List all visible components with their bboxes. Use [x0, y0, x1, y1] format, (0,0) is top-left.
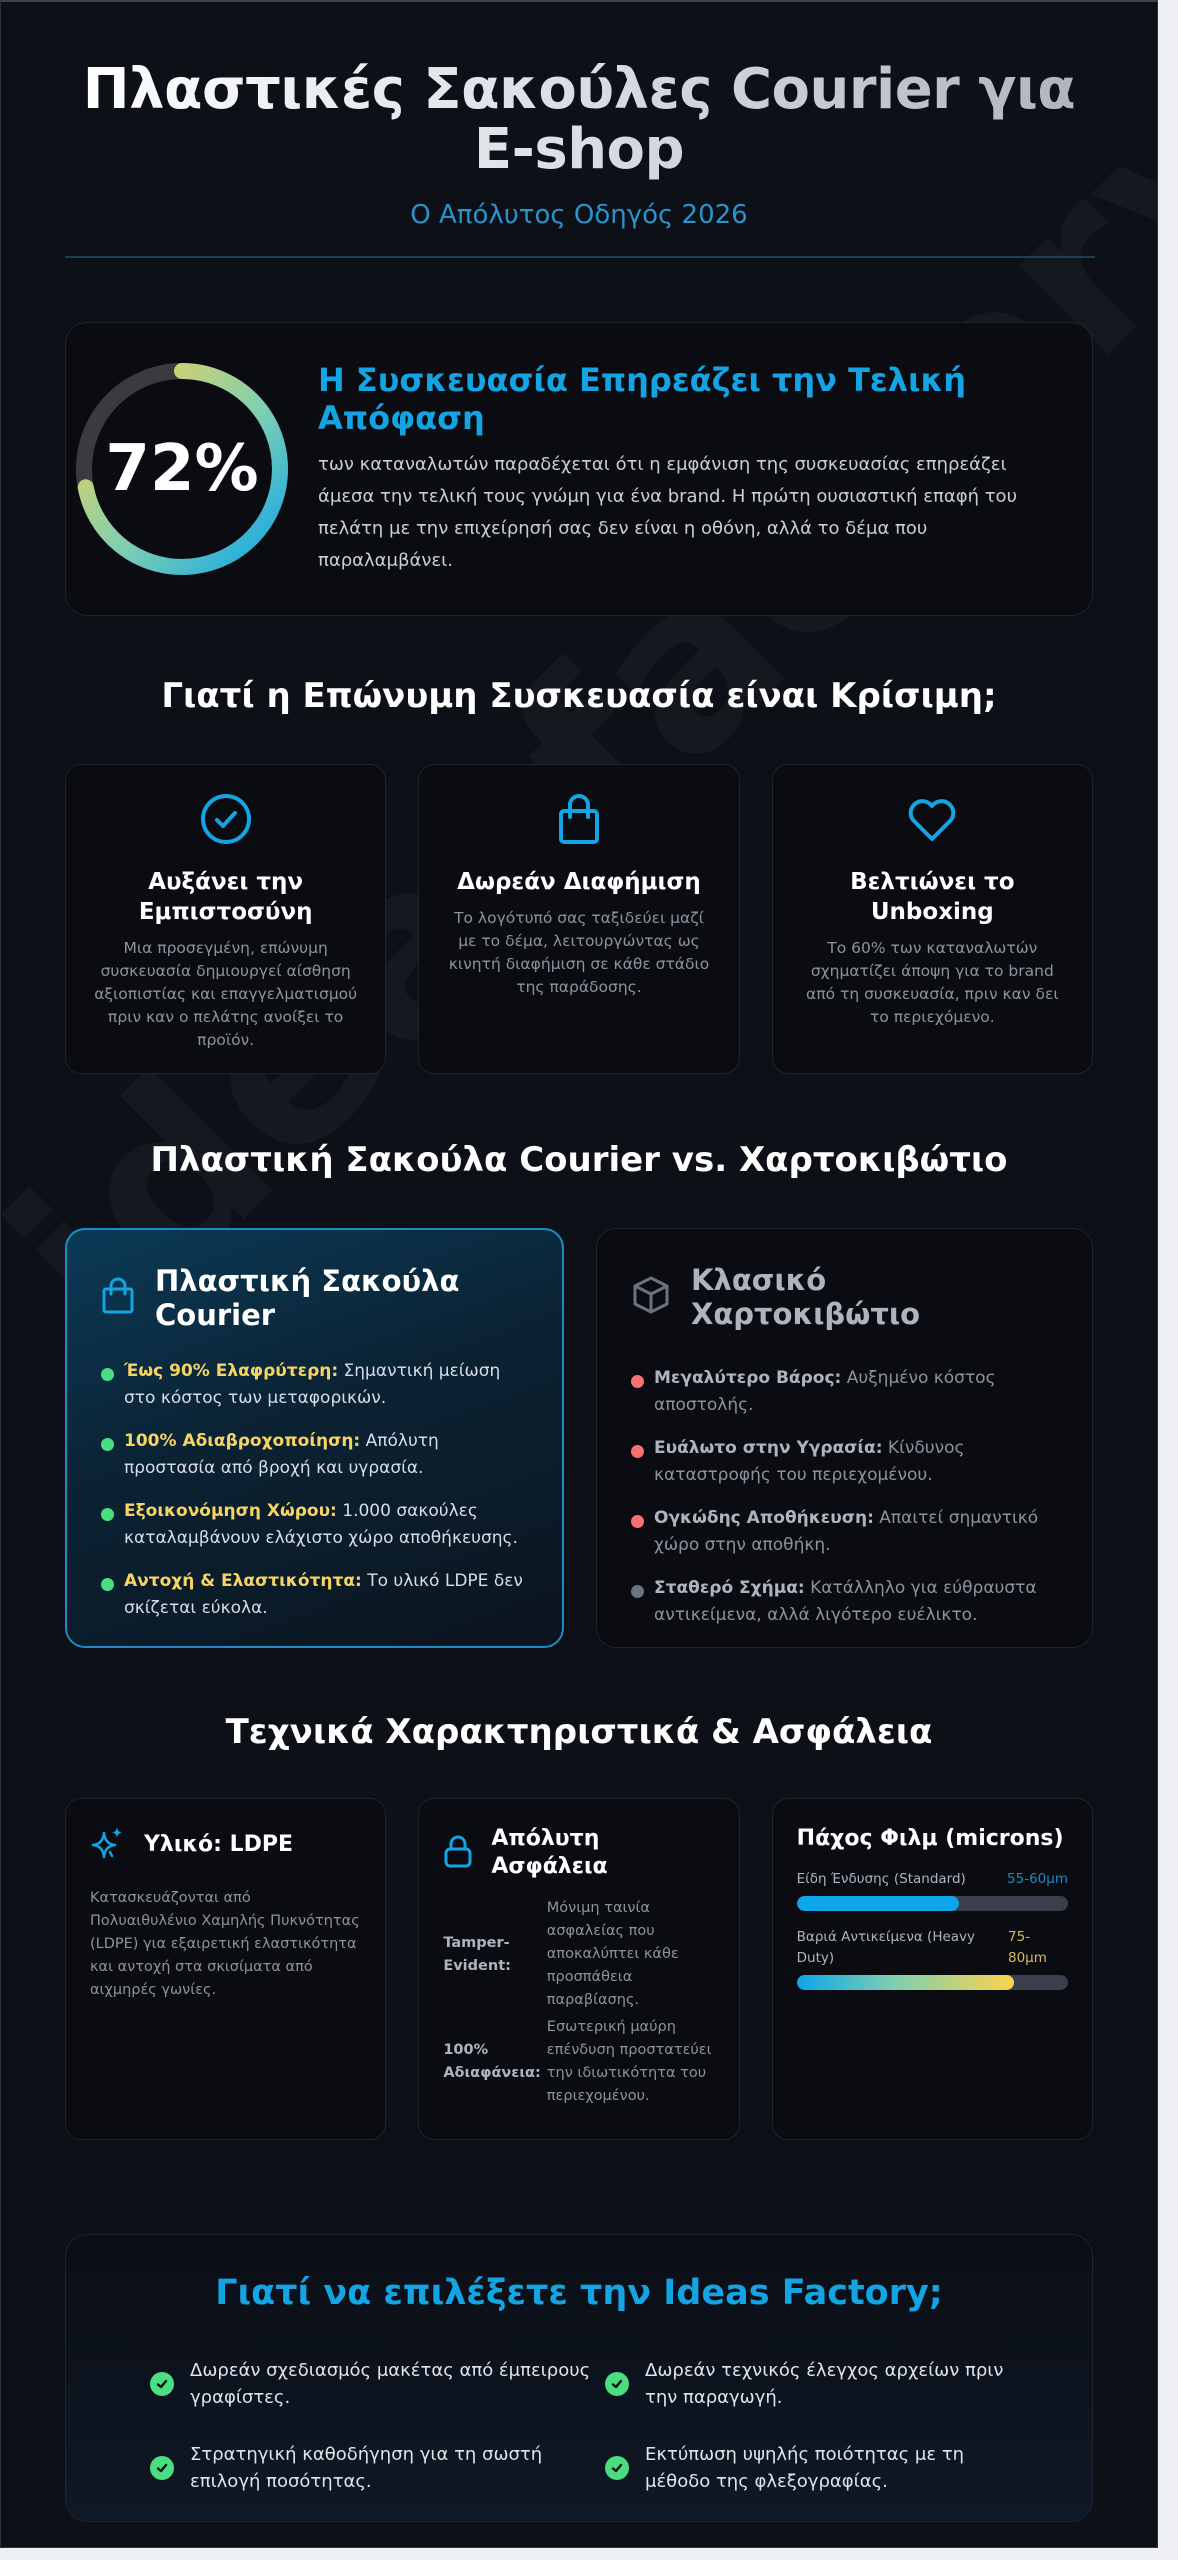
header: [65, 2, 1093, 258]
benefit-card: [418, 764, 739, 1074]
pro-item: Αντοχή & Ελαστικότητα: Το υλικό LDPE δεν σκίζεται εύκολα.: [101, 1568, 530, 1622]
stat-card: [65, 322, 1093, 616]
green-dot-icon: [101, 1368, 114, 1381]
benefit-text: Μια προσεγμένη, επώνυμη συσκευασία δημιουργεί αίσθηση αξιοπιστίας και επαγγελματισμού πριν καν ο πελάτης ανοίξει το προϊόν.: [94, 939, 358, 1049]
con-item: Ογκώδης Αποθήκευση: Απαιτεί σημαντικό χώρο στην αποθήκη.: [631, 1505, 1060, 1559]
check-icon: [605, 2456, 629, 2480]
heart-icon: [797, 791, 1068, 847]
box-icon: [631, 1275, 671, 1319]
thickness-card: [772, 1798, 1093, 2140]
why-us-item: Εκτύπωση υψηλής ποιότητας με τη μέθοδο της φλεξογραφίας.: [605, 2441, 1025, 2495]
material-title: Υλικό: LDPE: [144, 1832, 294, 1857]
security-table: [443, 1895, 714, 2110]
why-us-title: Γιατί να επιλέξετε την Ideas Factory;: [215, 2273, 943, 2313]
comparison: [65, 1228, 1093, 1648]
check-circle-icon: [90, 791, 361, 847]
material-card: [65, 1798, 386, 2140]
benefit-title: Δωρεάν Διαφήμιση: [457, 869, 701, 895]
why-us-item: Στρατηγική καθοδήγηση για τη σωστή επιλογή ποσότητας.: [150, 2441, 605, 2495]
pro-item: Έως 90% Ελαφρύτερη: Σημαντική μείωση στο κόστος των μεταφορικών.: [101, 1358, 530, 1412]
page-title: Πλαστικές Σακούλες Courier για E-shop: [65, 60, 1093, 180]
check-icon: [150, 2372, 174, 2396]
benefit-card: [65, 764, 386, 1074]
why-us-section: [65, 2234, 1093, 2522]
courier-bag-card: [65, 1228, 564, 1648]
pro-item: Εξοικονόμηση Χώρου: 1.000 σακούλες καταλαμβάνουν ελάχιστο χώρο αποθήκευσης.: [101, 1498, 530, 1552]
red-dot-icon: [631, 1375, 644, 1388]
section-title-tech: Τεχνικά Χαρακτηριστικά & Ασφάλεια: [225, 1712, 933, 1752]
con-item: Σταθερό Σχήμα: Κατάλληλο για εύθραυστα αντικείμενα, αλλά λιγότερο ευέλικτο.: [631, 1575, 1060, 1629]
material-text: Κατασκευάζονται από Πολυαιθυλένιο Χαμηλής Πυκνότητας (LDPE) για εξαιρετική ελαστικότητα και αντοχή στα σκισίματα από αιχμηρές γωνίες.: [90, 1890, 360, 1998]
stat-description: των καταναλωτών παραδέχεται ότι η εμφάνιση της συσκευασίας επηρεάζει άμεσα την τελική τους γνώμη για ένα brand. Η πρώτη ουσιαστική επαφή του πελάτη με την επιχείρησή σας δεν είναι η οθόνη, αλλά το δέμα που παραλαμβάνει.: [318, 454, 1017, 571]
check-icon: [150, 2456, 174, 2480]
section-title-why: Γιατί η Επώνυμη Συσκευασία είναι Κρίσιμη;: [161, 676, 997, 716]
green-dot-icon: [101, 1578, 114, 1591]
thickness-bar-standard: Είδη Ένδυσης (Standard) 55-60μm: [797, 1869, 1068, 1911]
cardboard-box-title: Κλασικό Χαρτοκιβώτιο: [691, 1263, 921, 1331]
page-subtitle: Ο Απόλυτος Οδηγός 2026: [410, 200, 748, 230]
con-item: Ευάλωτο στην Υγρασία: Κίνδυνος καταστροφής του περιεχομένου.: [631, 1435, 1060, 1489]
benefit-card: [772, 764, 1093, 1074]
gray-dot-icon: [631, 1585, 644, 1598]
red-dot-icon: [631, 1445, 644, 1458]
check-icon: [605, 2372, 629, 2396]
why-us-item: Δωρεάν σχεδιασμός μακέτας από έμπειρους γραφίστες.: [150, 2357, 605, 2411]
security-row: 100% Αδιαφάνεια: Εσωτερική μαύρη επένδυση προστατεύει την ιδιωτικότητα του περιεχομένου.: [443, 2019, 712, 2104]
red-dot-icon: [631, 1515, 644, 1528]
benefit-title: Αυξάνει την Εμπιστοσύνη: [138, 869, 313, 925]
header-divider: [65, 256, 1095, 258]
stat-value: 72%: [105, 432, 259, 506]
courier-bag-title: Πλαστική Σακούλα Courier: [155, 1264, 460, 1332]
benefit-cards: [65, 764, 1093, 1074]
benefit-text: Το λογότυπό σας ταξιδεύει μαζί με το δέμα, λειτουργώντας ως κινητή διαφήμιση σε κάθε στάδιο της παράδοσης.: [448, 909, 710, 996]
benefit-title: Βελτιώνει το Unboxing: [850, 869, 1015, 925]
green-dot-icon: [101, 1438, 114, 1451]
security-card: [418, 1798, 739, 2140]
pro-item: 100% Αδιαβροχοποίηση: Απόλυτη προστασία από βροχή και υγρασία.: [101, 1428, 530, 1482]
thickness-title: Πάχος Φιλμ (microns): [796, 1826, 1064, 1851]
security-row: Tamper-Evident: Μόνιμη ταινία ασφαλείας που αποκαλύπτει κάθε προσπάθεια παραβίασης.: [443, 1900, 679, 2008]
why-us-item: Δωρεάν τεχνικός έλεγχος αρχείων πριν την παραγωγή.: [605, 2357, 1025, 2411]
shopping-bag-icon: [101, 1277, 135, 1319]
benefit-text: Το 60% των καταναλωτών σχηματίζει άποψη για το brand από τη συσκευασία, πριν καν δει το περιεχόμενο.: [806, 939, 1059, 1026]
cardboard-box-card: [596, 1228, 1093, 1648]
shopping-bag-icon: [443, 791, 714, 847]
green-dot-icon: [101, 1508, 114, 1521]
stat-title: Η Συσκευασία Επηρεάζει την Τελική Απόφαση: [318, 361, 966, 437]
lock-icon: [443, 1833, 473, 1873]
progress-ring: [70, 357, 294, 581]
tech-cards: [65, 1798, 1093, 2140]
sparkles-icon: [90, 1825, 126, 1865]
thickness-bar-heavy: Βαριά Αντικείμενα (Heavy Duty) 75-80μm: [797, 1927, 1068, 1990]
security-title: Απόλυτη Ασφάλεια: [491, 1826, 608, 1879]
con-item: Μεγαλύτερο Βάρος: Αυξημένο κόστος αποστολής.: [631, 1365, 1060, 1419]
section-title-compare: Πλαστική Σακούλα Courier vs. Χαρτοκιβώτιο: [150, 1140, 1008, 1180]
